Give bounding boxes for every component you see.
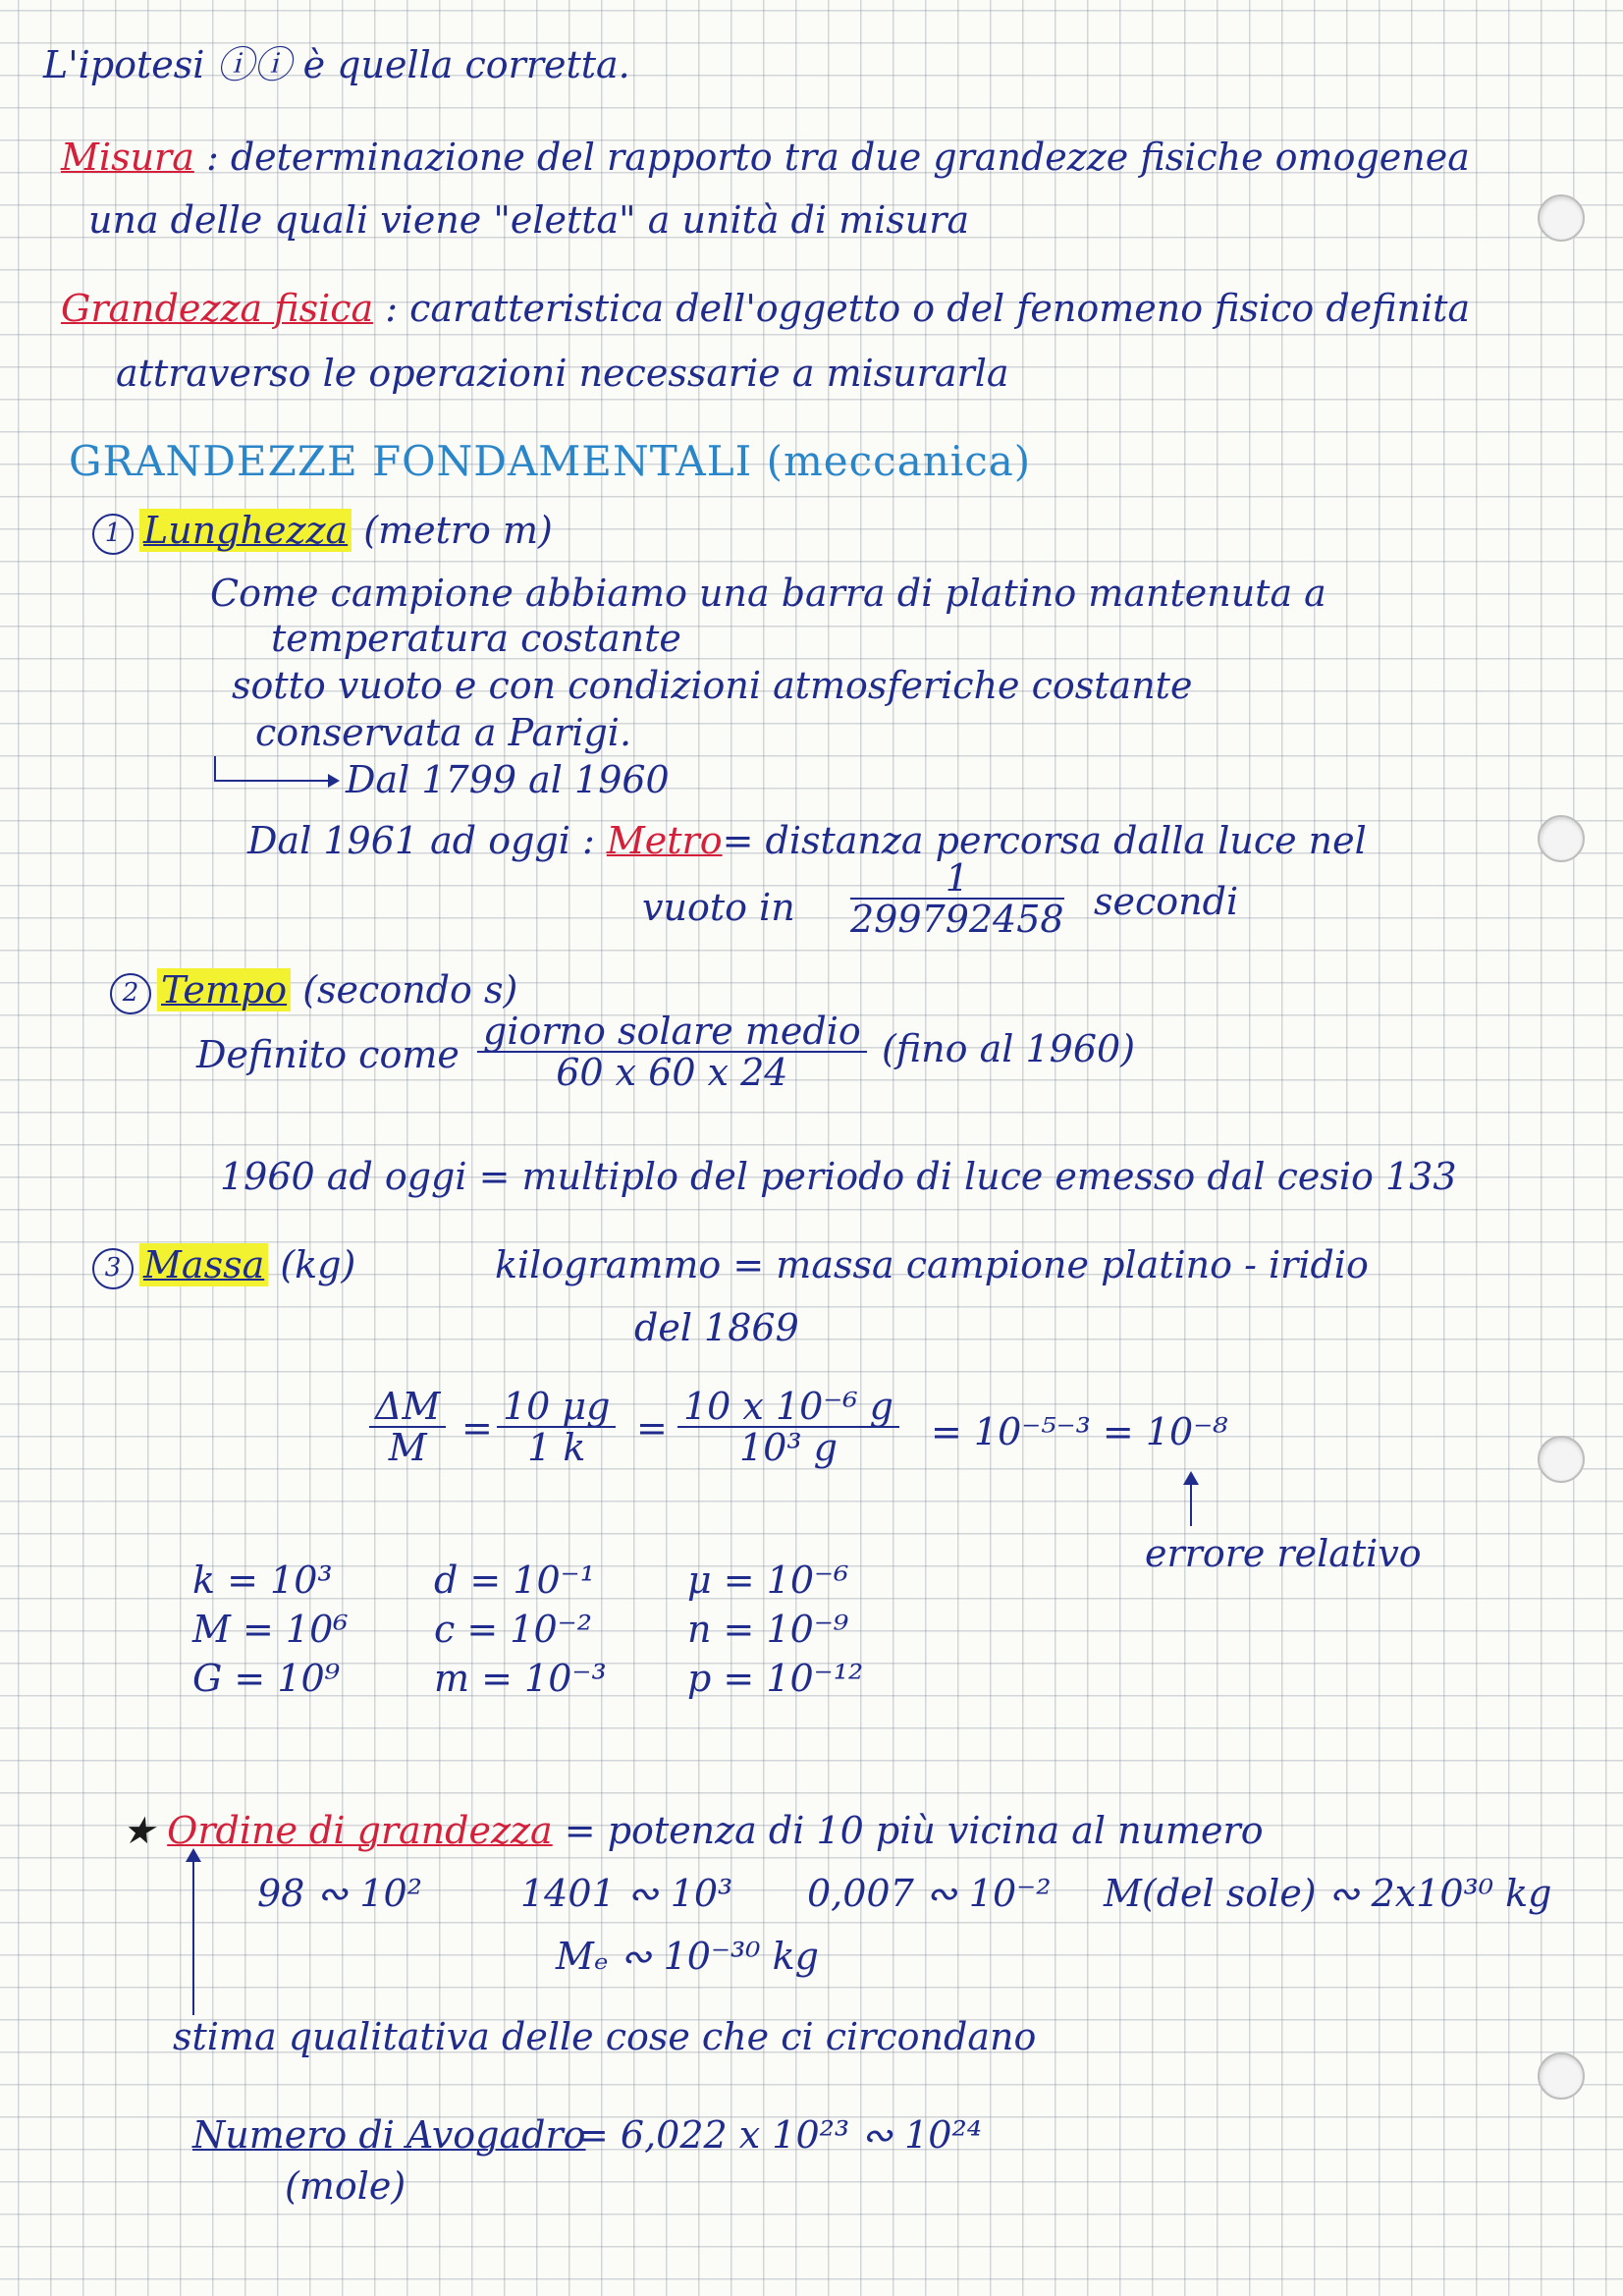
tempo-def-label: Definito come [196, 1033, 460, 1076]
number-badge: 1 [92, 514, 134, 555]
fraction-numerator: 1 [850, 858, 1064, 900]
fraction-numerator: ΔM [369, 1387, 446, 1428]
prefix-item: G = 10⁹ [192, 1657, 340, 1700]
prefix-item: M = 10⁶ [192, 1608, 349, 1651]
section-heading: GRANDEZZE FONDAMENTALI (meccanica) [69, 437, 1032, 485]
misura-definition [61, 136, 1470, 179]
equals-sign: = [461, 1406, 493, 1449]
arrow-up-icon [1190, 1473, 1192, 1526]
number-badge: 2 [110, 973, 151, 1014]
prefix-item: m = 10⁻³ [434, 1657, 607, 1700]
ordine-definition [122, 1809, 1264, 1852]
massa-unit: (kg) [280, 1243, 356, 1286]
arrow-icon [214, 756, 334, 782]
metro-definition [247, 819, 1367, 862]
grandezza-def-2: attraverso le operazioni necessarie a misurarla [116, 352, 1009, 395]
fraction-numerator: 10 μg [497, 1387, 616, 1428]
number-badge: 3 [92, 1248, 134, 1289]
arrow-up-icon [192, 1850, 194, 2015]
misura-def-2: una delle quali viene "eletta" a unità di misura [88, 198, 970, 242]
metro-term: Metro [606, 819, 723, 862]
prefix-item: d = 10⁻¹ [434, 1558, 595, 1602]
metro-unit: secondi [1094, 880, 1239, 923]
binder-hole [1538, 1436, 1585, 1483]
lunghezza-unit: (metro m) [363, 509, 553, 552]
grandezza-def-1: : caratteristica dell'oggetto o del fenomeno fisico definita [385, 287, 1471, 330]
misura-term: Misura [61, 136, 194, 179]
binder-hole [1538, 2052, 1585, 2100]
ordine-example-1: 98 ∾ 10² [257, 1872, 422, 1915]
metro-def-rest: = distanza percorsa dalla luce nel [722, 819, 1367, 862]
binder-hole [1538, 815, 1585, 862]
misura-def-1: : determinazione del rapporto tra due grandezze fisiche omogenea [205, 136, 1470, 179]
fraction-numerator: giorno solare medio [477, 1011, 867, 1053]
binder-hole [1538, 194, 1585, 242]
lunghezza-line-2: temperatura costante [271, 617, 681, 660]
ordine-example-4: M(del sole) ∾ 2x10³⁰ kg [1104, 1872, 1552, 1915]
metro-def-prefix: Dal 1961 ad oggi : [247, 819, 595, 862]
lunghezza-title [92, 509, 553, 555]
fraction-denominator: 1 k [527, 1426, 586, 1469]
equation-fraction-1 [369, 1387, 446, 1467]
massa-def-2: del 1869 [634, 1306, 799, 1349]
equation-result: = 10⁻⁵⁻³ = 10⁻⁸ [931, 1410, 1228, 1453]
equation-fraction-2 [497, 1387, 616, 1467]
fraction-denominator: 10³ g [739, 1426, 838, 1469]
ordine-example-5: Mₑ ∾ 10⁻³⁰ kg [556, 1935, 819, 1978]
tempo-unit: (secondo s) [302, 968, 518, 1011]
equals-sign: = [636, 1406, 668, 1449]
errore-relativo-label: errore relativo [1145, 1532, 1422, 1575]
tempo-fraction [477, 1011, 867, 1092]
intro-line: L'ipotesi ⓘⓘ è quella corretta. [43, 43, 630, 86]
grandezza-definition [61, 287, 1470, 330]
tempo-name: Tempo [157, 968, 291, 1011]
prefix-column-1 [192, 1556, 349, 1703]
prefix-column-3 [687, 1556, 863, 1703]
ordine-example-2: 1401 ∾ 10³ [520, 1872, 733, 1915]
ordine-def: = potenza di 10 più vicina al numero [564, 1809, 1264, 1852]
lunghezza-line-3: sotto vuoto e con condizioni atmosferiche costante [232, 664, 1193, 707]
avogadro-value: = 6,022 x 10²³ ∾ 10²⁴ [577, 2113, 982, 2157]
metro-fraction [850, 858, 1064, 939]
tempo-note: (fino al 1960) [882, 1027, 1136, 1070]
massa-title [92, 1243, 355, 1289]
stima-line: stima qualitativa delle cose che ci circondano [173, 2015, 1037, 2058]
tempo-modern: 1960 ad oggi = multiplo del periodo di luce emesso dal cesio 133 [220, 1155, 1457, 1198]
prefix-item: n = 10⁻⁹ [687, 1608, 849, 1651]
avogadro-unit: (mole) [285, 2164, 406, 2208]
avogadro-term [192, 2113, 586, 2157]
lunghezza-line-1: Come campione abbiamo una barra di platino mantenuta a [210, 572, 1326, 615]
ordine-term: Ordine di grandezza [167, 1809, 553, 1852]
tempo-title [110, 968, 517, 1014]
massa-name: Massa [139, 1243, 268, 1286]
massa-def-1: kilogrammo = massa campione platino - iridio [495, 1243, 1369, 1286]
equation-fraction-3 [677, 1387, 899, 1467]
lunghezza-period: Dal 1799 al 1960 [346, 758, 670, 801]
star-icon: ★ [122, 1809, 156, 1852]
prefix-item: p = 10⁻¹² [687, 1657, 864, 1700]
prefix-item: c = 10⁻² [434, 1608, 592, 1651]
lunghezza-name: Lunghezza [139, 509, 352, 552]
fraction-denominator: 299792458 [850, 898, 1064, 941]
metro-def-line-2: vuoto in [642, 886, 795, 929]
fraction-denominator: 60 x 60 x 24 [556, 1051, 788, 1094]
prefix-item: μ = 10⁻⁶ [687, 1558, 849, 1602]
lunghezza-line-4: conservata a Parigi. [255, 711, 632, 754]
grandezza-term: Grandezza fisica [61, 287, 374, 330]
avogadro-name: Numero di Avogadro [192, 2113, 586, 2157]
prefix-item: k = 10³ [192, 1558, 333, 1602]
ordine-example-3: 0,007 ∾ 10⁻² [807, 1872, 1052, 1915]
fraction-denominator: M [388, 1426, 427, 1469]
fraction-numerator: 10 x 10⁻⁶ g [677, 1387, 899, 1428]
prefix-column-2 [434, 1556, 607, 1703]
